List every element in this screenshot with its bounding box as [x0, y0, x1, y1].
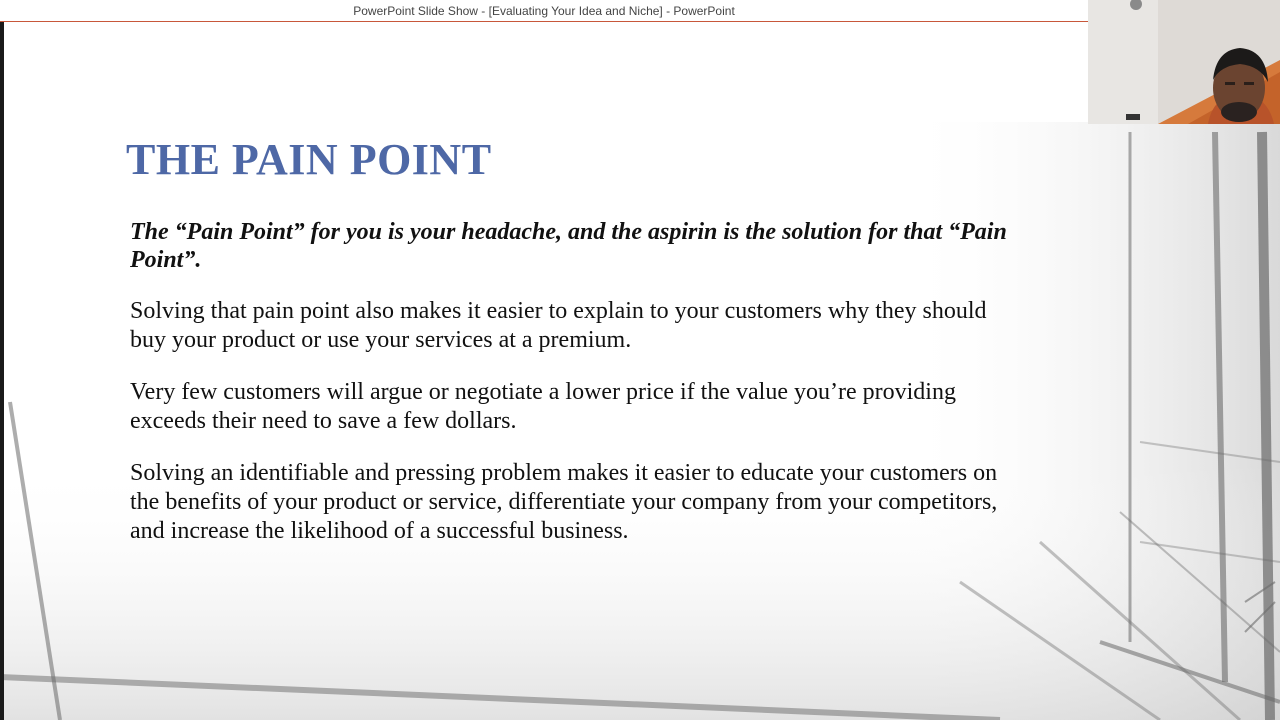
slide-paragraph-lead: The “Pain Point” for you is your headache, and the aspirin is the solution for that “Pain Point”. — [130, 219, 1007, 273]
slide-paragraph: Solving that pain point also makes it easier to explain to your customers why they should buy your product or use your services at a premium. — [130, 298, 987, 353]
slide-left-edge — [0, 22, 4, 720]
slide-paragraph: Solving an identifiable and pressing problem makes it easier to educate your customers on the benefits of your product or service, differentiate your company from your competitors, and increase the likelihood of a successful business. — [130, 460, 998, 544]
slide-title: THE PAIN POINT — [126, 135, 492, 184]
window-titlebar — [0, 0, 1088, 22]
slide-paragraph: Very few customers will argue or negotiate a lower price if the value you’re providing exceeds their need to save a few dollars. — [130, 379, 956, 434]
person-video-feed-icon — [1088, 0, 1280, 124]
webcam-overlay — [1088, 0, 1280, 124]
slide-body — [130, 218, 1010, 569]
slide[interactable] — [0, 22, 1280, 720]
window-title: PowerPoint Slide Show - [Evaluating Your Idea and Niche] - PowerPoint — [353, 3, 735, 18]
